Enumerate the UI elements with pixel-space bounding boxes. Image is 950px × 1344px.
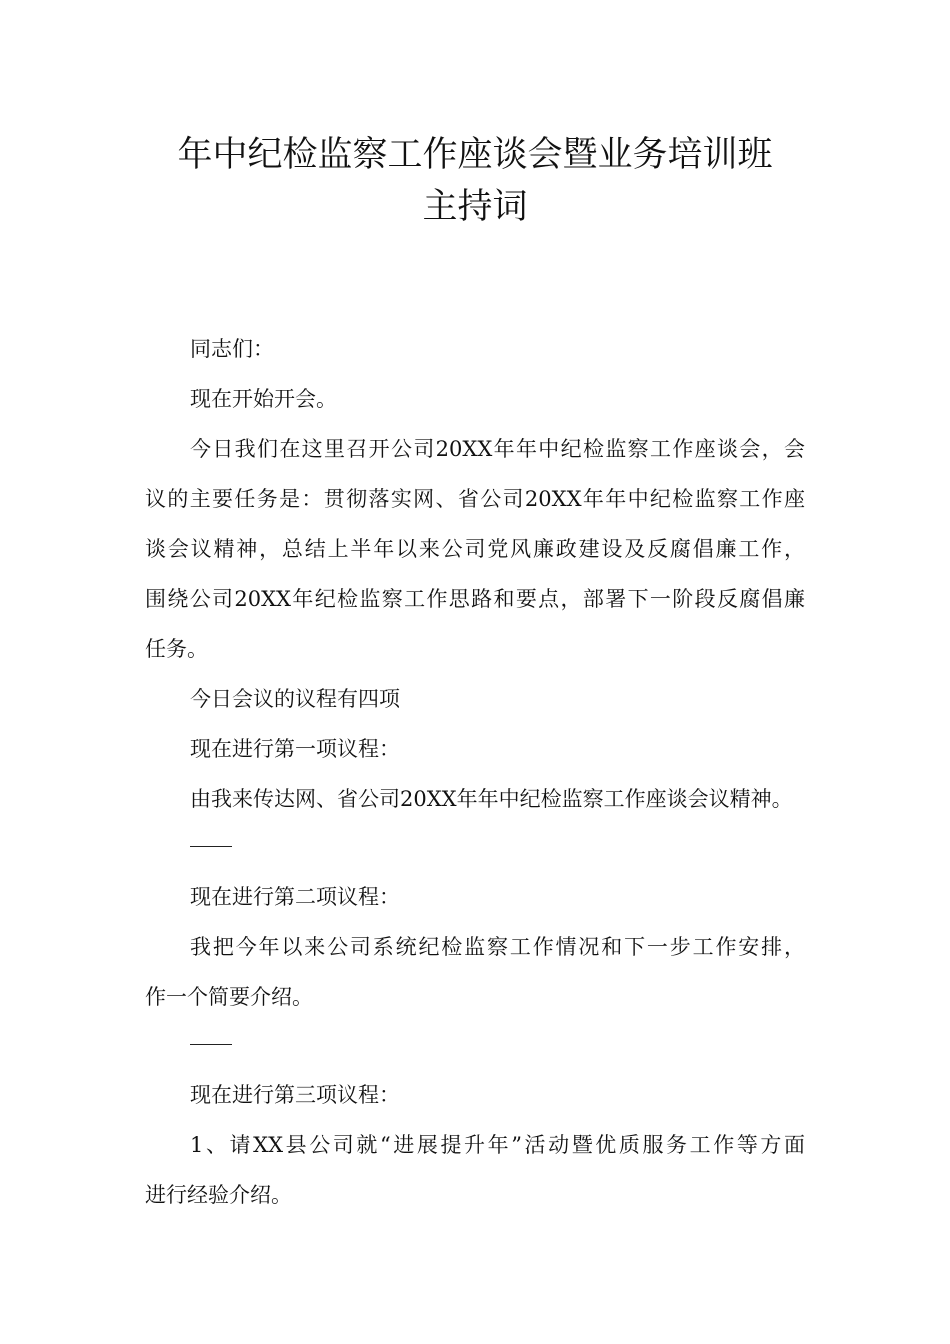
agenda-item-2-heading: 现在进行第二项议程： [190,885,400,909]
greeting: 同志们： [190,337,274,361]
dash-separator [190,1044,232,1045]
intro-paragraph-line: 议的主要任务是：贯彻落实网、省公司20XX年年中纪检监察工作座 [145,487,805,511]
agenda-item-2-text-line: 作一个简要介绍。 [145,985,313,1009]
document-title-line-1: 年中纪检监察工作座谈会暨业务培训班 [177,135,773,175]
agenda-item-3-text-line: 1、请XX县公司就“进展提升年”活动暨优质服务工作等方面 [190,1133,805,1157]
intro-paragraph-line: 围绕公司20XX年纪检监察工作思路和要点，部署下一阶段反腐倡廉 [145,587,805,611]
intro-paragraph-line: 谈会议精神，总结上半年以来公司党风廉政建设及反腐倡廉工作， [145,537,805,561]
agenda-intro: 今日会议的议程有四项 [190,687,400,711]
agenda-item-2-text-line: 我把今年以来公司系统纪检监察工作情况和下一步工作安排， [190,935,805,959]
agenda-item-1-text: 由我来传达网、省公司20XX年年中纪检监察工作座谈会议精神。 [190,787,793,811]
agenda-item-3-text-line: 进行经验介绍。 [145,1183,292,1207]
intro-paragraph-line: 今日我们在这里召开公司20XX年年中纪检监察工作座谈会，会 [190,437,805,461]
dash-separator [190,846,232,847]
opening-sentence: 现在开始开会。 [190,387,337,411]
document-title-line-2: 主持词 [422,187,528,227]
intro-paragraph-line: 任务。 [145,637,208,661]
agenda-item-3-heading: 现在进行第三项议程： [190,1083,400,1107]
agenda-item-1-heading: 现在进行第一项议程： [190,737,400,761]
